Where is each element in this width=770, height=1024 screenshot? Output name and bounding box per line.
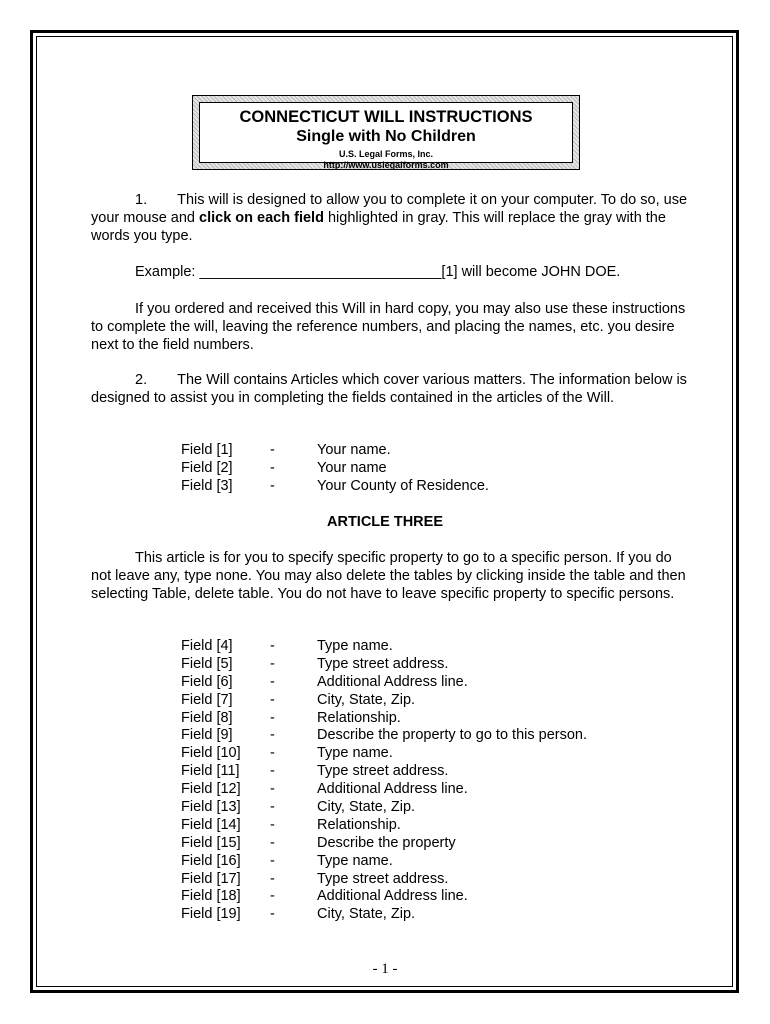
field-row: Field [11] - Type street address.: [181, 763, 449, 780]
document-subtitle: Single with No Children: [296, 128, 476, 145]
paragraph-hardcopy: [91, 300, 691, 354]
article-paragraph-text: This article is for you to specify specific property to go to a specific person. If you do not leave any, type none. You may also delete the tables by clicking inside the table and then selecting Table, delete table. You do not have to leave specific property to specific persons.: [91, 550, 686, 602]
paragraph-2-text: The Will contains Articles which cover various matters. The information below is designed to assist you in completing the fields contained in the articles of the Will.: [91, 372, 687, 406]
field-row: Field [19] - City, State, Zip.: [181, 906, 416, 923]
field-row: Field [7] - City, State, Zip.: [181, 691, 416, 708]
field-row: Field [8] - Relationship.: [181, 709, 401, 726]
paragraph-2-number: 2.: [135, 372, 148, 388]
paragraph-hardcopy-text: If you ordered and received this Will in hard copy, you may also use these instructions to complete the will, leaving the reference numbers, and placing the names, etc. you desire next to the field numbers.: [91, 301, 686, 353]
field-row: Field [9] - Describe the property to go to this person.: [181, 727, 588, 744]
example-line: [91, 263, 691, 281]
company-url: http://www.uslegalforms.com: [323, 160, 449, 170]
field-row: Field [3] - Your County of Residence.: [181, 477, 489, 494]
title-inner: [199, 102, 573, 170]
field-row: Field [6] - Additional Address line.: [181, 673, 468, 690]
paragraph-1-text-before: This will is designed to allow you to complete it on your computer. To do so, use your mouse and: [91, 192, 688, 226]
field-row: Field [16] - Type name.: [181, 852, 393, 869]
paragraph-1-bold: click on each field: [199, 210, 324, 226]
article-paragraph: [91, 549, 691, 603]
page-number: - 1 -: [372, 961, 398, 977]
field-row: Field [14] - Relationship.: [181, 816, 401, 833]
article-heading: ARTICLE THREE: [327, 514, 443, 530]
field-row: Field [10] - Type name.: [181, 745, 393, 762]
company-name: U.S. Legal Forms, Inc.: [338, 149, 434, 159]
field-row: Field [2] - Your name: [181, 459, 387, 476]
field-row: Field [18] - Additional Address line.: [181, 888, 468, 905]
paragraph-1-number: 1.: [135, 192, 148, 208]
field-list-1: [181, 442, 489, 496]
field-row: Field [4] - Type name.: [181, 638, 393, 654]
field-row: Field [15] - Describe the property: [181, 834, 456, 851]
paragraph-1-text-after: highlighted in gray. This will replace the gray with the words you type.: [91, 210, 666, 244]
example-label: Example:: [135, 264, 196, 280]
field-row: Field [12] - Additional Address line.: [181, 781, 468, 798]
document-title: CONNECTICUT WILL INSTRUCTIONS: [239, 108, 533, 126]
paragraph-2: [91, 371, 691, 407]
field-row: Field [17] - Type street address.: [181, 870, 449, 887]
title-box: [192, 95, 580, 170]
example-blank: ______________________________: [199, 264, 442, 280]
example-result: [1] will become JOHN DOE.: [441, 264, 621, 280]
field-row: Field [13] - City, State, Zip.: [181, 799, 416, 816]
field-row: Field [1] - Your name.: [181, 442, 391, 458]
paragraph-1: [91, 191, 691, 245]
field-row: Field [5] - Type street address.: [181, 655, 449, 672]
field-list-2: [181, 638, 587, 924]
